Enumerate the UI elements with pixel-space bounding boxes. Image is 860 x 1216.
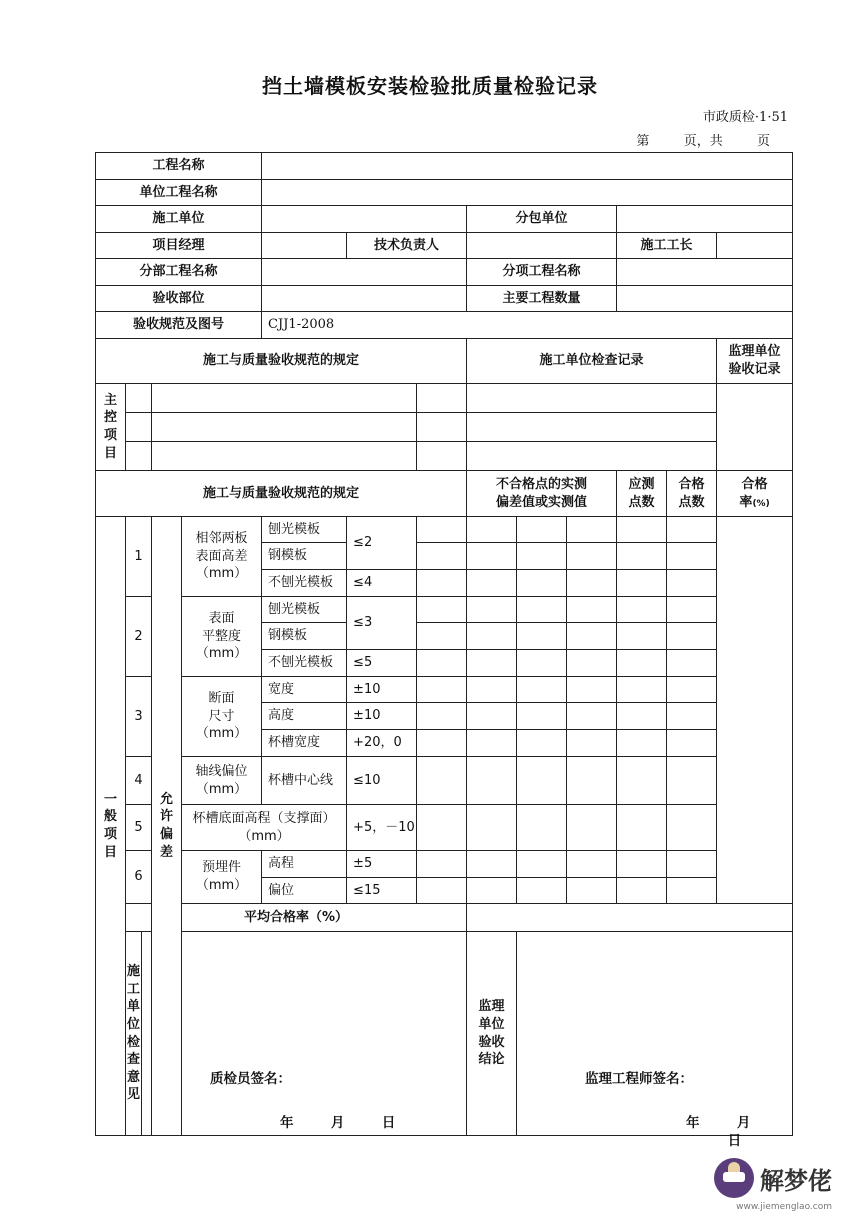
main-control-row [96,384,793,413]
item-value: ≤2 [347,517,417,570]
item-sub: 高程 [262,851,347,878]
rate-cell[interactable] [667,677,717,703]
measure-cell[interactable] [417,597,467,623]
construction-opinion-area[interactable] [142,932,467,1136]
measure-cell[interactable] [417,543,467,570]
measure-cell[interactable] [417,805,467,851]
value-spec: CJJ1-2008 [262,312,793,339]
should-cell[interactable] [567,851,617,878]
measure-cell[interactable] [517,543,567,570]
measure-cell[interactable] [517,623,567,650]
label-tech-lead: 技术负责人 [347,233,467,259]
measure-cell[interactable] [417,757,467,805]
item-no: 2 [126,597,152,677]
item-sub: 宽度 [262,677,347,703]
main-control-val[interactable] [417,442,467,471]
qualified-cell[interactable] [617,851,667,878]
opinion-line: 施工 [126,964,140,997]
rate-cell[interactable] [667,757,717,805]
main-control-supervisor[interactable] [717,384,793,471]
item-sub: 钢模板 [262,543,347,570]
label-main-quantity: 主要工程数量 [467,286,617,312]
measure-cell[interactable] [467,805,517,851]
check-record-header: 施工单位检查记录 [467,339,717,384]
row-division [96,259,793,286]
label-project-name: 工程名称 [96,153,262,180]
rate-cell[interactable] [667,851,717,878]
form-code: 市政质检·1·51 [702,110,788,125]
measure-cell[interactable] [517,677,567,703]
item-sub: 高度 [262,703,347,730]
item-name-line: 表面高差 [195,548,248,564]
watermark-url: www.jiemenglao.com [736,1202,832,1212]
item-no: 5 [126,805,152,851]
measure-cell[interactable] [417,878,467,904]
measure-cell[interactable] [467,730,517,757]
supervisor-conclusion-label [467,932,517,1136]
page-di: 第 [636,134,650,149]
item-name-line: 表面 [208,611,235,627]
rate-cell[interactable] [667,878,717,904]
value-project-manager[interactable] [262,233,347,259]
row-construction-unit [96,206,793,233]
measure-cell[interactable] [517,757,567,805]
item-name [182,805,347,851]
main-control-char: 项 [103,428,117,443]
qualified-cell[interactable] [617,623,667,650]
measure-cell[interactable] [517,570,567,597]
qualified-cell[interactable] [617,878,667,904]
col-unqualified [467,471,617,517]
measure-cell[interactable] [467,878,517,904]
allowed-char: 许 [159,809,173,825]
row-spec [96,312,793,339]
qualified-cell[interactable] [617,677,667,703]
engineer-sign-label: 监理工程师签名： [585,1071,694,1087]
col-rate [717,471,793,517]
item-row [96,805,793,851]
construction-opinion-label [126,932,142,1136]
general-char: 般 [103,809,117,825]
col-unqualified-line1: 不合格点的实测 [496,476,588,492]
should-cell[interactable] [567,730,617,757]
date-month: 月 [330,1115,345,1131]
supervisor-header-line1: 监理单位 [728,344,781,360]
label-acceptance-part: 验收部位 [96,286,262,312]
col-rate-unit: (%) [752,498,770,509]
row-project-name [96,153,793,180]
qualified-cell[interactable] [617,597,667,623]
value-acceptance-part[interactable] [262,286,467,312]
label-division: 分部工程名称 [96,259,262,286]
label-unit-project: 单位工程名称 [96,180,262,206]
should-cell[interactable] [567,703,617,730]
qualified-cell[interactable] [617,517,667,543]
item-sub: 杯槽中心线 [262,757,347,805]
row-unit-project [96,180,793,206]
date-day: 日 [381,1115,396,1131]
qualified-cell[interactable] [617,543,667,570]
conclusion-line: 单位 [478,1016,505,1032]
measure-cell[interactable] [417,570,467,597]
qualified-cell[interactable] [617,703,667,730]
rate-cell[interactable] [667,650,717,677]
measure-cell[interactable] [467,570,517,597]
item-name-line: 平整度 [202,628,242,644]
item-name [182,597,262,677]
should-cell[interactable] [567,650,617,677]
value-unit-project[interactable] [262,180,793,206]
item-name [182,677,262,757]
measure-cell[interactable] [467,703,517,730]
page-info [636,130,770,149]
value-subitem[interactable] [617,259,793,286]
measure-cell[interactable] [517,878,567,904]
measure-cell[interactable] [417,677,467,703]
should-cell[interactable] [567,677,617,703]
rate-cell[interactable] [667,570,717,597]
measure-cell[interactable] [467,597,517,623]
col-qualified-line1: 合格 [678,476,705,492]
main-control-check[interactable] [467,413,717,442]
general-char: 目 [103,844,117,860]
avg-rate-label: 平均合格率（%） [126,904,467,932]
measure-cell[interactable] [417,851,467,878]
measure-cell[interactable] [467,677,517,703]
item-name-line: （mm） [195,646,248,662]
opinion-line: 单位 [126,999,140,1032]
should-cell[interactable] [567,543,617,570]
main-control-char: 主 [103,392,117,408]
item-value: ≤3 [347,597,417,650]
measure-cell[interactable] [417,517,467,543]
general-char: 项 [103,827,117,842]
rate-cell[interactable] [667,623,717,650]
item-no: 3 [126,677,152,757]
should-cell[interactable] [567,597,617,623]
col-rate-text: 率 [739,494,753,510]
measure-cell[interactable] [467,851,517,878]
item-row [96,757,793,805]
qualified-cell[interactable] [617,730,667,757]
allowed-char: 允 [159,791,173,807]
item-no: 4 [126,757,152,805]
measure-cell[interactable] [467,543,517,570]
date-day: 日 [727,1133,742,1150]
spec-header: 施工与质量验收规范的规定 [96,339,467,384]
item-value: ±10 [347,703,417,730]
item-name-line: 预埋件 [202,860,242,876]
main-control-char: 目 [103,445,117,461]
value-tech-lead[interactable] [467,233,617,259]
general-items-label [96,517,126,1136]
rate-cell[interactable] [667,597,717,623]
rate-cell[interactable] [667,703,717,730]
main-control-spec[interactable] [152,384,417,413]
rate-cell[interactable] [667,805,717,851]
inspector-sign-label: 质检员签名： [210,1071,291,1087]
rate-cell[interactable] [667,517,717,543]
inspector-date [280,1114,395,1132]
main-control-row [96,413,793,442]
qualified-cell[interactable] [617,650,667,677]
col-should [617,471,667,517]
item-row [96,677,793,703]
conclusion-line: 验收 [478,1034,505,1050]
measure-cell[interactable] [417,650,467,677]
allowed-char: 偏 [159,827,173,842]
supervisor-conclusion-area[interactable] [517,932,793,1150]
item-sub: 偏位 [262,878,347,904]
col-unqualified-line2: 偏差值或实测值 [496,494,588,510]
item-name-line: 相邻两板 [195,531,248,547]
item-no: 1 [126,517,152,597]
item-name [182,851,262,904]
main-control-check[interactable] [467,384,717,413]
inspection-table [95,152,793,1150]
allowed-char: 差 [159,844,173,860]
main-control-spec[interactable] [152,442,417,471]
col-qualified-line2: 点数 [678,494,705,510]
row-acceptance [96,286,793,312]
measure-cell[interactable] [517,805,567,851]
item-sub: 钢模板 [262,623,347,650]
main-control-no[interactable] [126,384,152,413]
item-value: +5，－10 [347,805,417,851]
document-title: 挡土墙模板安装检验批质量检验记录 [262,74,598,98]
item-sub: 刨光模板 [262,597,347,623]
section1-header [96,339,793,384]
measure-cell[interactable] [517,517,567,543]
date-year: 年 [280,1115,294,1131]
main-control-val[interactable] [417,384,467,413]
supervisor-header [717,339,793,384]
should-cell[interactable] [567,805,617,851]
item-name-line: 断面 [208,691,235,707]
opinion-line: 意见 [126,1069,140,1103]
page-ye-gong: 页，共 [683,134,723,149]
conclusion-line: 结论 [478,1052,505,1068]
item-name-line: （mm） [238,828,290,844]
main-control-val[interactable] [417,413,467,442]
item-name-line: 尺寸 [208,708,235,724]
item-sub: 不刨光模板 [262,570,347,597]
item-value: ≤10 [347,757,417,805]
item-value: ≤15 [347,878,417,904]
measure-cell[interactable] [517,851,567,878]
qualified-cell[interactable] [617,570,667,597]
measure-cell[interactable] [467,650,517,677]
main-control-label [96,384,126,471]
main-control-no[interactable] [126,413,152,442]
rate-cell[interactable] [667,730,717,757]
value-construction-unit[interactable] [262,206,467,233]
opinion-line: 检查 [126,1034,140,1068]
measure-cell[interactable] [467,517,517,543]
label-spec: 验收规范及图号 [96,312,262,339]
item-value: +20，0 [347,730,417,757]
main-control-row [96,442,793,471]
label-subcontract-unit: 分包单位 [467,206,617,233]
item-value: ±10 [347,677,417,703]
spec-header-2: 施工与质量验收规范的规定 [96,471,467,517]
watermark-text: 解梦佬 [760,1165,832,1195]
col-qualified [667,471,717,517]
row-managers [96,233,793,259]
signature-row [96,932,793,1136]
should-cell[interactable] [567,570,617,597]
measure-cell[interactable] [517,730,567,757]
measure-cell[interactable] [417,730,467,757]
rate-cell[interactable] [667,543,717,570]
col-should-line1: 应测 [628,476,655,492]
watermark [714,1158,832,1198]
value-division[interactable] [262,259,467,286]
label-subitem: 分项工程名称 [467,259,617,286]
measure-cell[interactable] [417,703,467,730]
value-main-quantity[interactable] [617,286,793,312]
item-sub: 刨光模板 [262,517,347,543]
should-cell[interactable] [567,517,617,543]
item-row [96,517,793,543]
qualified-cell[interactable] [617,805,667,851]
page-ye: 页 [756,134,770,149]
item-name-line: 杯槽底面高程（支撑面） [192,810,336,826]
should-cell[interactable] [567,757,617,805]
measure-cell[interactable] [517,703,567,730]
should-cell[interactable] [567,878,617,904]
conclusion-line: 监理 [478,999,505,1015]
item-sub: 不刨光模板 [262,650,347,677]
main-control-check[interactable] [467,442,717,471]
supervisor-header-line2: 验收记录 [728,362,781,377]
qualified-cell[interactable] [617,757,667,805]
main-control-char: 控 [103,410,117,426]
item-value: ±5 [347,851,417,878]
label-foreman: 施工工长 [617,233,717,259]
col-rate-line2 [717,494,792,512]
engineer-date [677,1114,792,1150]
measure-cell[interactable] [517,650,567,677]
measure-cell[interactable] [467,623,517,650]
col-should-line2: 点数 [628,494,655,510]
label-project-manager: 项目经理 [96,233,262,259]
avg-rate-value[interactable] [467,904,793,932]
measure-cell[interactable] [467,757,517,805]
main-control-no[interactable] [126,442,152,471]
value-foreman[interactable] [717,233,793,259]
general-char: 一 [103,791,117,807]
item-name-line: （mm） [195,566,248,582]
measure-cell[interactable] [417,623,467,650]
item-sub: 杯槽宽度 [262,730,347,757]
date-year: 年 [686,1115,700,1131]
measure-cell[interactable] [517,597,567,623]
item-name-line: （mm） [195,878,248,893]
value-project-name[interactable] [262,153,793,180]
item-row [96,597,793,623]
item-name [182,517,262,597]
item-no: 6 [126,851,152,904]
main-control-spec[interactable] [152,413,417,442]
label-construction-unit: 施工单位 [96,206,262,233]
item-name-line: 轴线偏位 [195,763,248,779]
item-name-line: （mm） [195,781,248,797]
item-name-line: （mm） [195,726,248,742]
date-month: 月 [736,1115,751,1131]
col-rate-line1: 合格 [741,476,768,492]
watermark-logo-icon [714,1158,754,1198]
value-subcontract-unit[interactable] [617,206,793,233]
avg-rate-row [96,904,793,932]
section2-header [96,471,793,517]
item-name [182,757,262,805]
item-row [96,851,793,878]
item-value: ≤5 [347,650,417,677]
should-cell[interactable] [567,623,617,650]
item-value: ≤4 [347,570,417,597]
